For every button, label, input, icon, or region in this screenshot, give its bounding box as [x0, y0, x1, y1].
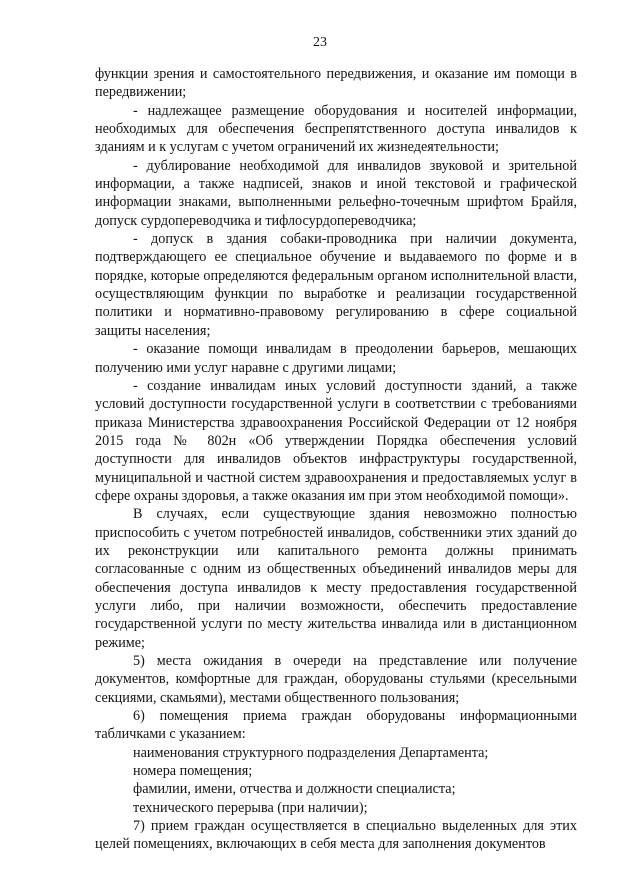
- sign-line-room-number: номера помещения;: [133, 763, 253, 780]
- paragraph-existing-buildings: В случаях, если существующие здания невозможно полностью приспособить с учетом потребностей инвалидов, собственники этих зданий до их реконструкции или капитального ремонта должны принимать согласованные с одним из общественных объединений инвалидов меры для обеспечения доступа инвалидов к месту предоставления государственной услуги либо, при наличии возможности, обеспечить предоставление государственной услуги по месту жительства инвалида или в дистанционном режиме;: [95, 506, 577, 651]
- sign-line-break: технического перерыва (при наличии);: [133, 799, 368, 816]
- sign-line-department: наименования структурного подразделения Департамента;: [133, 744, 489, 761]
- paragraph-item-6-reception-rooms: 6) помещения приема граждан оборудованы информационными табличками с указанием:: [95, 708, 577, 743]
- sign-line-specialist: фамилии, имени, отчества и должности специалиста;: [133, 781, 456, 798]
- body-text: [95, 65, 577, 854]
- list-item-sound-visual-duplication: - дублирование необходимой для инвалидов звуковой и зрительной информации, а также надписей, знаков и иной текстовой и графической информации знаками, выполненными рельефно-точечным шрифтом Брайля, допуск сурдопереводчика и тифлосурдопереводчика;: [95, 157, 577, 229]
- paragraph-item-5-waiting-areas: 5) места ожидания в очереди на представление или получение документов, комфортные для граждан, оборудованы стульями (кресельными секциями, скамьями), местами общественного пользования;: [95, 653, 577, 706]
- page-number: 23: [313, 35, 327, 50]
- list-item-equipment-placement: - надлежащее размещение оборудования и носителей информации, необходимых для обеспечения беспрепятственного доступа инвалидов к зданиям и к услугам с учетом ограничений их жизнедеятельности;: [95, 102, 577, 156]
- paragraph-item-7-reception: 7) прием граждан осуществляется в специально выделенных для этих целей помещениях, включающих в себя места для заполнения документов: [95, 818, 577, 853]
- paragraph-continuation: функции зрения и самостоятельного передвижения, и оказание им помощи в передвижении;: [95, 66, 577, 101]
- list-item-barrier-assistance: - оказание помощи инвалидам в преодолении барьеров, мешающих получению ими услуг наравне с другими лицами;: [95, 341, 577, 376]
- list-item-accessibility-conditions: - создание инвалидам иных условий доступности зданий, а также условий доступности государственной услуги в соответствии с требованиями приказа Министерства здравоохранения Российской Федерации от 12 ноября 2015 года № 802н «Об утверждении Порядка обеспечения условий доступности для инвалидов объектов инфраструктуры государственной, муниципальной и частной систем здравоохранения и предоставляемых услуг в сфере охраны здоровья, а также оказания им при этом необходимой помощи».: [95, 377, 577, 504]
- list-item-guide-dog: - допуск в здания собаки-проводника при наличии документа, подтверждающего ее специальное обучение и выдаваемого по форме и в порядке, которые определяются федеральным органом исполнительной власти, осуществляющим функции по выработке и реализации государственной политики и нормативно-правовому регулированию в сфере социальной защиты населения;: [95, 231, 577, 339]
